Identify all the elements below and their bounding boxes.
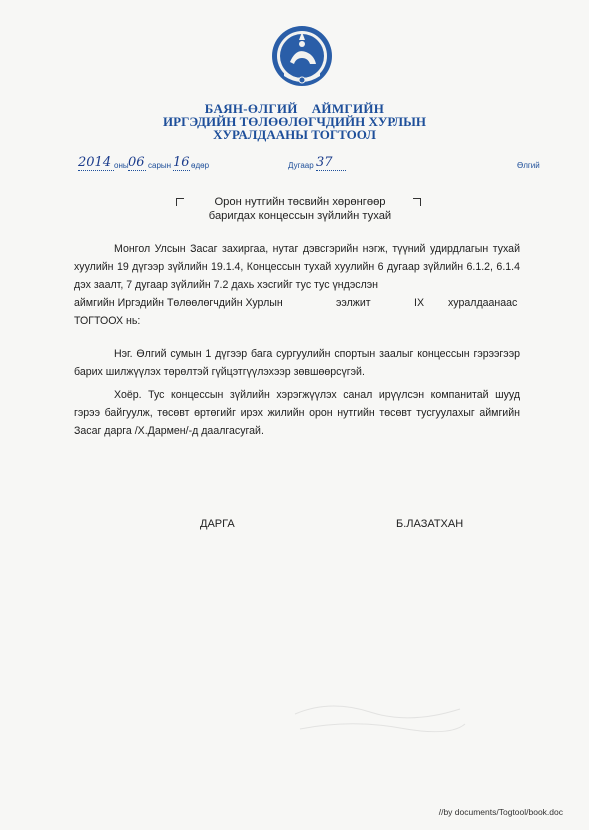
day-label: өдөр [191, 161, 210, 170]
p1-last-b: ээлжит [336, 297, 371, 309]
body-paragraph-2 [74, 345, 520, 381]
place-label: Өлгий [517, 161, 540, 170]
month-label: сарын [148, 161, 172, 170]
p1-last-a: аймгийн Иргэдийн Төлөөлөгчдийн Хурлын [74, 297, 283, 309]
p1-end: ТОГТООХ нь: [74, 315, 141, 327]
paragraph-2-text: Нэг. Өлгий сумын 1 дүгээр бага сургуулийн спортын заалыг концессын гэрээгээр барих шилжүүлэх төрөлтэй гүйцэтгүүлэхээр зөвшөөрсүгэй. [74, 348, 520, 378]
p1-last-d: хуралдаанаас [448, 297, 518, 309]
signature-title: ДАРГА [200, 518, 235, 530]
day-value: 16 [173, 155, 190, 170]
state-emblem-icon [270, 22, 334, 90]
subject-line-1: Орон нутгийн төсвийн хөрөнгөөр [214, 196, 386, 208]
header-line-council: ИРГЭДИЙН ТӨЛӨӨЛӨГЧДИЙН ХУРЛЫН [163, 114, 426, 129]
province-suffix: АЙМГИЙН [311, 101, 385, 116]
subject-line-2: баригдах концессын зүйлийн тухай [208, 210, 392, 222]
month-value: 06 [128, 155, 145, 170]
year-label: оны [114, 161, 129, 170]
footer-file-path: //by documents/Togtool/book.doc [438, 807, 563, 817]
paragraph-1-text: Монгол Улсын Засаг захиргаа, нутаг дэвсгэрийн нэгж, түүний удирдлагын тухай хуулийн 19 дүгээр зүйлийн 19.1.4, Концессын тухай хуулийн 6 дугаар зүйлийн 6.1.2, 6.1.4 дэх заалт, 7 дугаар зүйлийн 7.2 дахь хэсгийг тус тус үндэслэн [74, 243, 520, 291]
paragraph-3-text: Хоёр. Тус концессын зүйлийн хэрэгжүүлэх санал ирүүлсэн компанитай шууд гэрээ байгуулж, төсөвт өртөгийг ирэх жилийн орон нутгийн төсөвт тусгуулахыг аймгийн Засаг дарга /Х.Дармен/-д даалгасугай. [74, 389, 520, 437]
signature-name: Б.ЛАЗАТХАН [396, 518, 464, 530]
number-label: Дугаар [288, 161, 314, 170]
year-value: 2014 [78, 155, 114, 171]
province-name: БАЯН-ӨЛГИЙ [204, 101, 298, 116]
number-value: 37 [316, 155, 346, 171]
date-line [0, 155, 589, 177]
body-paragraph-3 [74, 386, 520, 440]
p1-last-c: IX [414, 297, 425, 309]
bleed-through-mark [290, 694, 470, 744]
header-line-resolution: ХУРАЛДААНЫ ТОГТООЛ [213, 127, 376, 142]
body-paragraph-1 [74, 240, 520, 294]
